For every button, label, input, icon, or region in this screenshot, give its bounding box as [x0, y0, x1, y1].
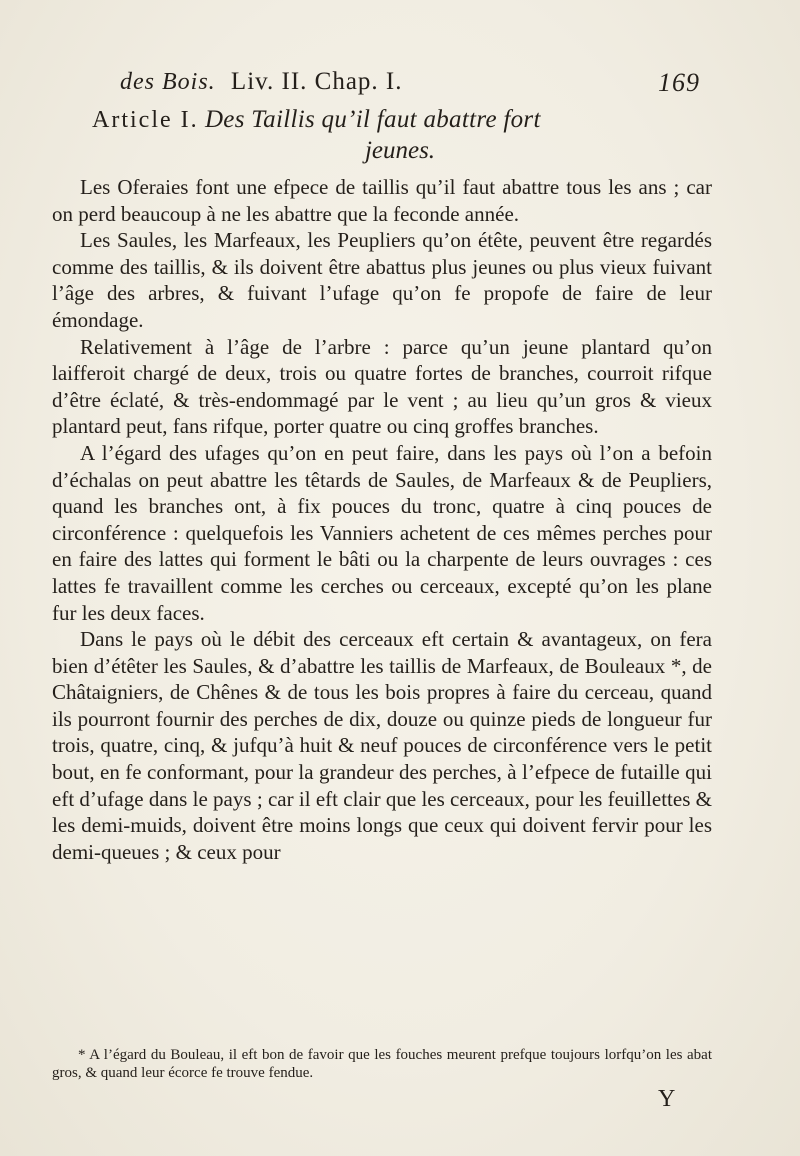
- signature-mark: Y: [658, 1086, 676, 1112]
- article-heading: [92, 104, 712, 136]
- running-header: [120, 68, 700, 96]
- chapter-reference: Liv. II. Chap. I.: [230, 68, 403, 95]
- article-title: Des Taillis qu’il faut abattre fort: [204, 106, 541, 133]
- article-title-continuation: jeunes.: [364, 137, 436, 164]
- paragraph: A l’égard des ufages qu’on en peut faire, dans les pays où l’on a befoin d’échalas on peut abattre les têtards de Saules, de Marfeaux & de Peupliers, quand les branches ont, à fix pouces du tronc, quatre à cinq pouces de circonférence : quelquefois les Vanniers achetent de ces mêmes perches pour en faire des lattes qui forment le bâti ou la charpente de leurs ouvrages : ces lattes fe travaillent comme les cerches ou cerceaux, excepté qu’on les plane fur les deux faces.: [52, 440, 712, 625]
- paragraph: Dans le pays où le débit des cerceaux eft certain & avantageux, on fera bien d’étêter les Saules, & d’abattre les taillis de Marfeaux, de Bouleaux *, de Châtaigniers, de Chênes & de tous les bois propres à faire du cerceau, quand ils pourront fournir des perches de dix, douze ou quinze pieds de longueur fur trois, quatre, cinq, & jufqu’à huit & neuf pouces de circonférence vers le petit bout, en fe conformant, pour la grandeur des perches, à l’efpece de futaille qui eft d’ufage dans le pays ; car il eft clair que les cerceaux, pour les feuillettes & les demi-muids, doivent être moins longs que ceux qui doivent fervir pour les demi-queues ; & ceux pour: [52, 627, 712, 864]
- page-number: 169: [658, 68, 700, 97]
- paragraph: Relativement à l’âge de l’arbre : parce qu’un jeune plantard qu’on laifferoit chargé de deux, trois ou quatre fortes de branches, courroit rifque d’être éclaté, & très-endommagé par le vent ; au lieu qu’un gros & vieux plantard peut, fans rifque, porter quatre ou cinq groffes branches.: [52, 334, 712, 439]
- footnote: [52, 1046, 712, 1082]
- paragraph: Les Oferaies font une efpece de taillis qu’il faut abattre tous les ans ; car on perd beaucoup à ne les abattre que la feconde année.: [52, 175, 712, 226]
- article-label: Article I.: [92, 107, 199, 133]
- body-text: [52, 174, 712, 865]
- footnote-text: * A l’égard du Bouleau, il eft bon de favoir que les fouches meurent prefque toujours lorfqu’on les abat gros, & quand leur écorce fe trouve fendue.: [52, 1047, 712, 1081]
- paragraph: Les Saules, les Marfeaux, les Peupliers qu’on étête, peuvent être regardés comme des taillis, & ils doivent être abattus plus jeunes ou plus vieux fuivant l’âge des arbres, & fuivant l’ufage qu’on fe propofe de faire de leur émondage.: [52, 228, 712, 332]
- running-title: des Bois.: [120, 69, 216, 95]
